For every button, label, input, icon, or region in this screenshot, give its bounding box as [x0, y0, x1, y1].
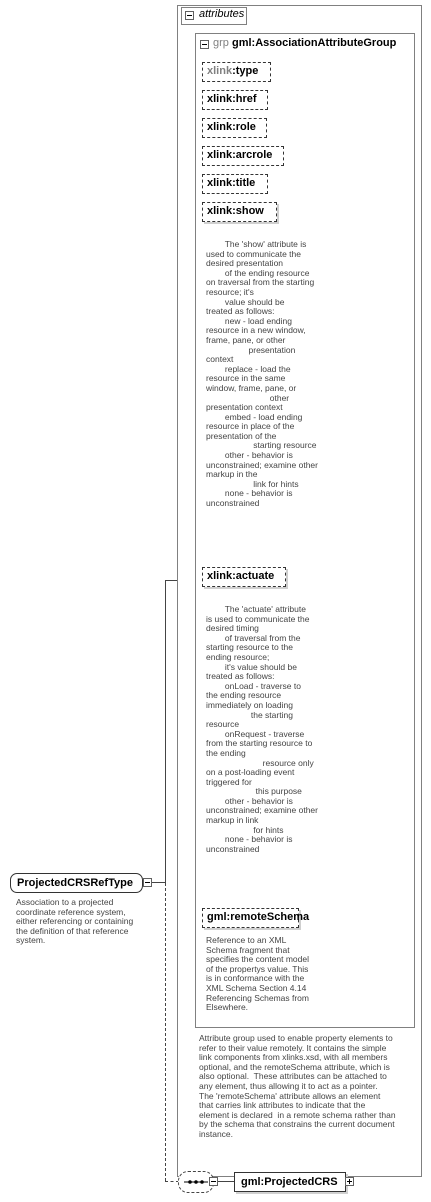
connector-line — [165, 1181, 179, 1182]
attribute-documentation: The 'actuate' attribute is used to communicate the desired timing of traversal from the starting resource to the ending resource; it's value should be treated as follows: onLoad - traverse to the ending resource immediately on loading the starting resource onRequest - traverse from the starting resource to the ending resource only on a post-loading event triggered for this purpose other - behavior is unconstrained; examine other markup in link for hints none - behavior is unconstrained — [206, 604, 318, 854]
expand-icon[interactable] — [345, 1177, 354, 1186]
attribute-name: :type — [232, 65, 259, 77]
connector-line — [165, 883, 166, 1181]
attribute-xlink-type[interactable] — [202, 62, 271, 82]
attribute-xlink-show[interactable]: xlink:show — [202, 202, 277, 222]
collapse-icon[interactable] — [185, 11, 194, 20]
group-name: gml:AssociationAttributeGroup — [231, 37, 397, 49]
attribute-xlink-title[interactable]: xlink:title — [202, 174, 268, 194]
connector-line — [165, 580, 166, 883]
attributes-title: attributes — [199, 8, 245, 20]
child-element-projectedcrs[interactable]: gml:ProjectedCRS — [234, 1172, 346, 1192]
attribute-group-documentation: Attribute group used to enable property elements to refer to their value remotely. It contains the simple link components from xlinks.xsd, with all members optional, and the remoteSchema attribute, which is also optional. These attributes can be attached to any element, thus allowing it to act as a pointer. The 'remoteSchema' attribute allows an element that carries link attributes to indicate that the element is declared in a remote schema rather than by the schema that constrains the current document instance. — [199, 1033, 396, 1139]
attribute-prefix: xlink — [207, 65, 233, 77]
attribute-xlink-role[interactable]: xlink:role — [202, 118, 267, 138]
attribute-xlink-arcrole[interactable]: xlink:arcrole — [202, 146, 284, 166]
attribute-documentation: Reference to an XML Schema fragment that specifies the content model of the propertys value. This is in conformance with the XML Schema Section 4.14 Referencing Schemas from Elsewhere. — [206, 935, 310, 1013]
root-documentation: Association to a projected coordinate reference system, either referencing or containing the definition of that reference system. — [16, 897, 134, 946]
attribute-xlink-href[interactable]: xlink:href — [202, 90, 268, 110]
connector-line — [152, 882, 166, 883]
collapse-icon[interactable] — [200, 40, 209, 49]
collapse-icon[interactable] — [143, 878, 152, 887]
attribute-group-label — [213, 37, 396, 49]
attribute-xlink-actuate[interactable]: xlink:actuate — [202, 567, 286, 587]
collapse-icon[interactable] — [209, 1177, 218, 1186]
sequence-icon — [179, 1172, 213, 1192]
group-kind: grp — [213, 37, 229, 49]
root-complex-type[interactable]: ProjectedCRSRefType — [10, 873, 143, 893]
attribute-documentation: The 'show' attribute is used to communicate the desired presentation of the ending resource on traversal from the starting resource; it's value should be treated as follows: new - load ending resource in a new window, frame, pane, or other presentation context replace - load the resource in the same window, frame, pane, or other presentation context embed - load ending resource in place of the presentation of the starting resource other - behavior is unconstrained; examine other markup in the link for hints none - behavior is unconstrained — [206, 239, 318, 509]
attribute-gml-remoteschema[interactable]: gml:remoteSchema — [202, 908, 299, 928]
